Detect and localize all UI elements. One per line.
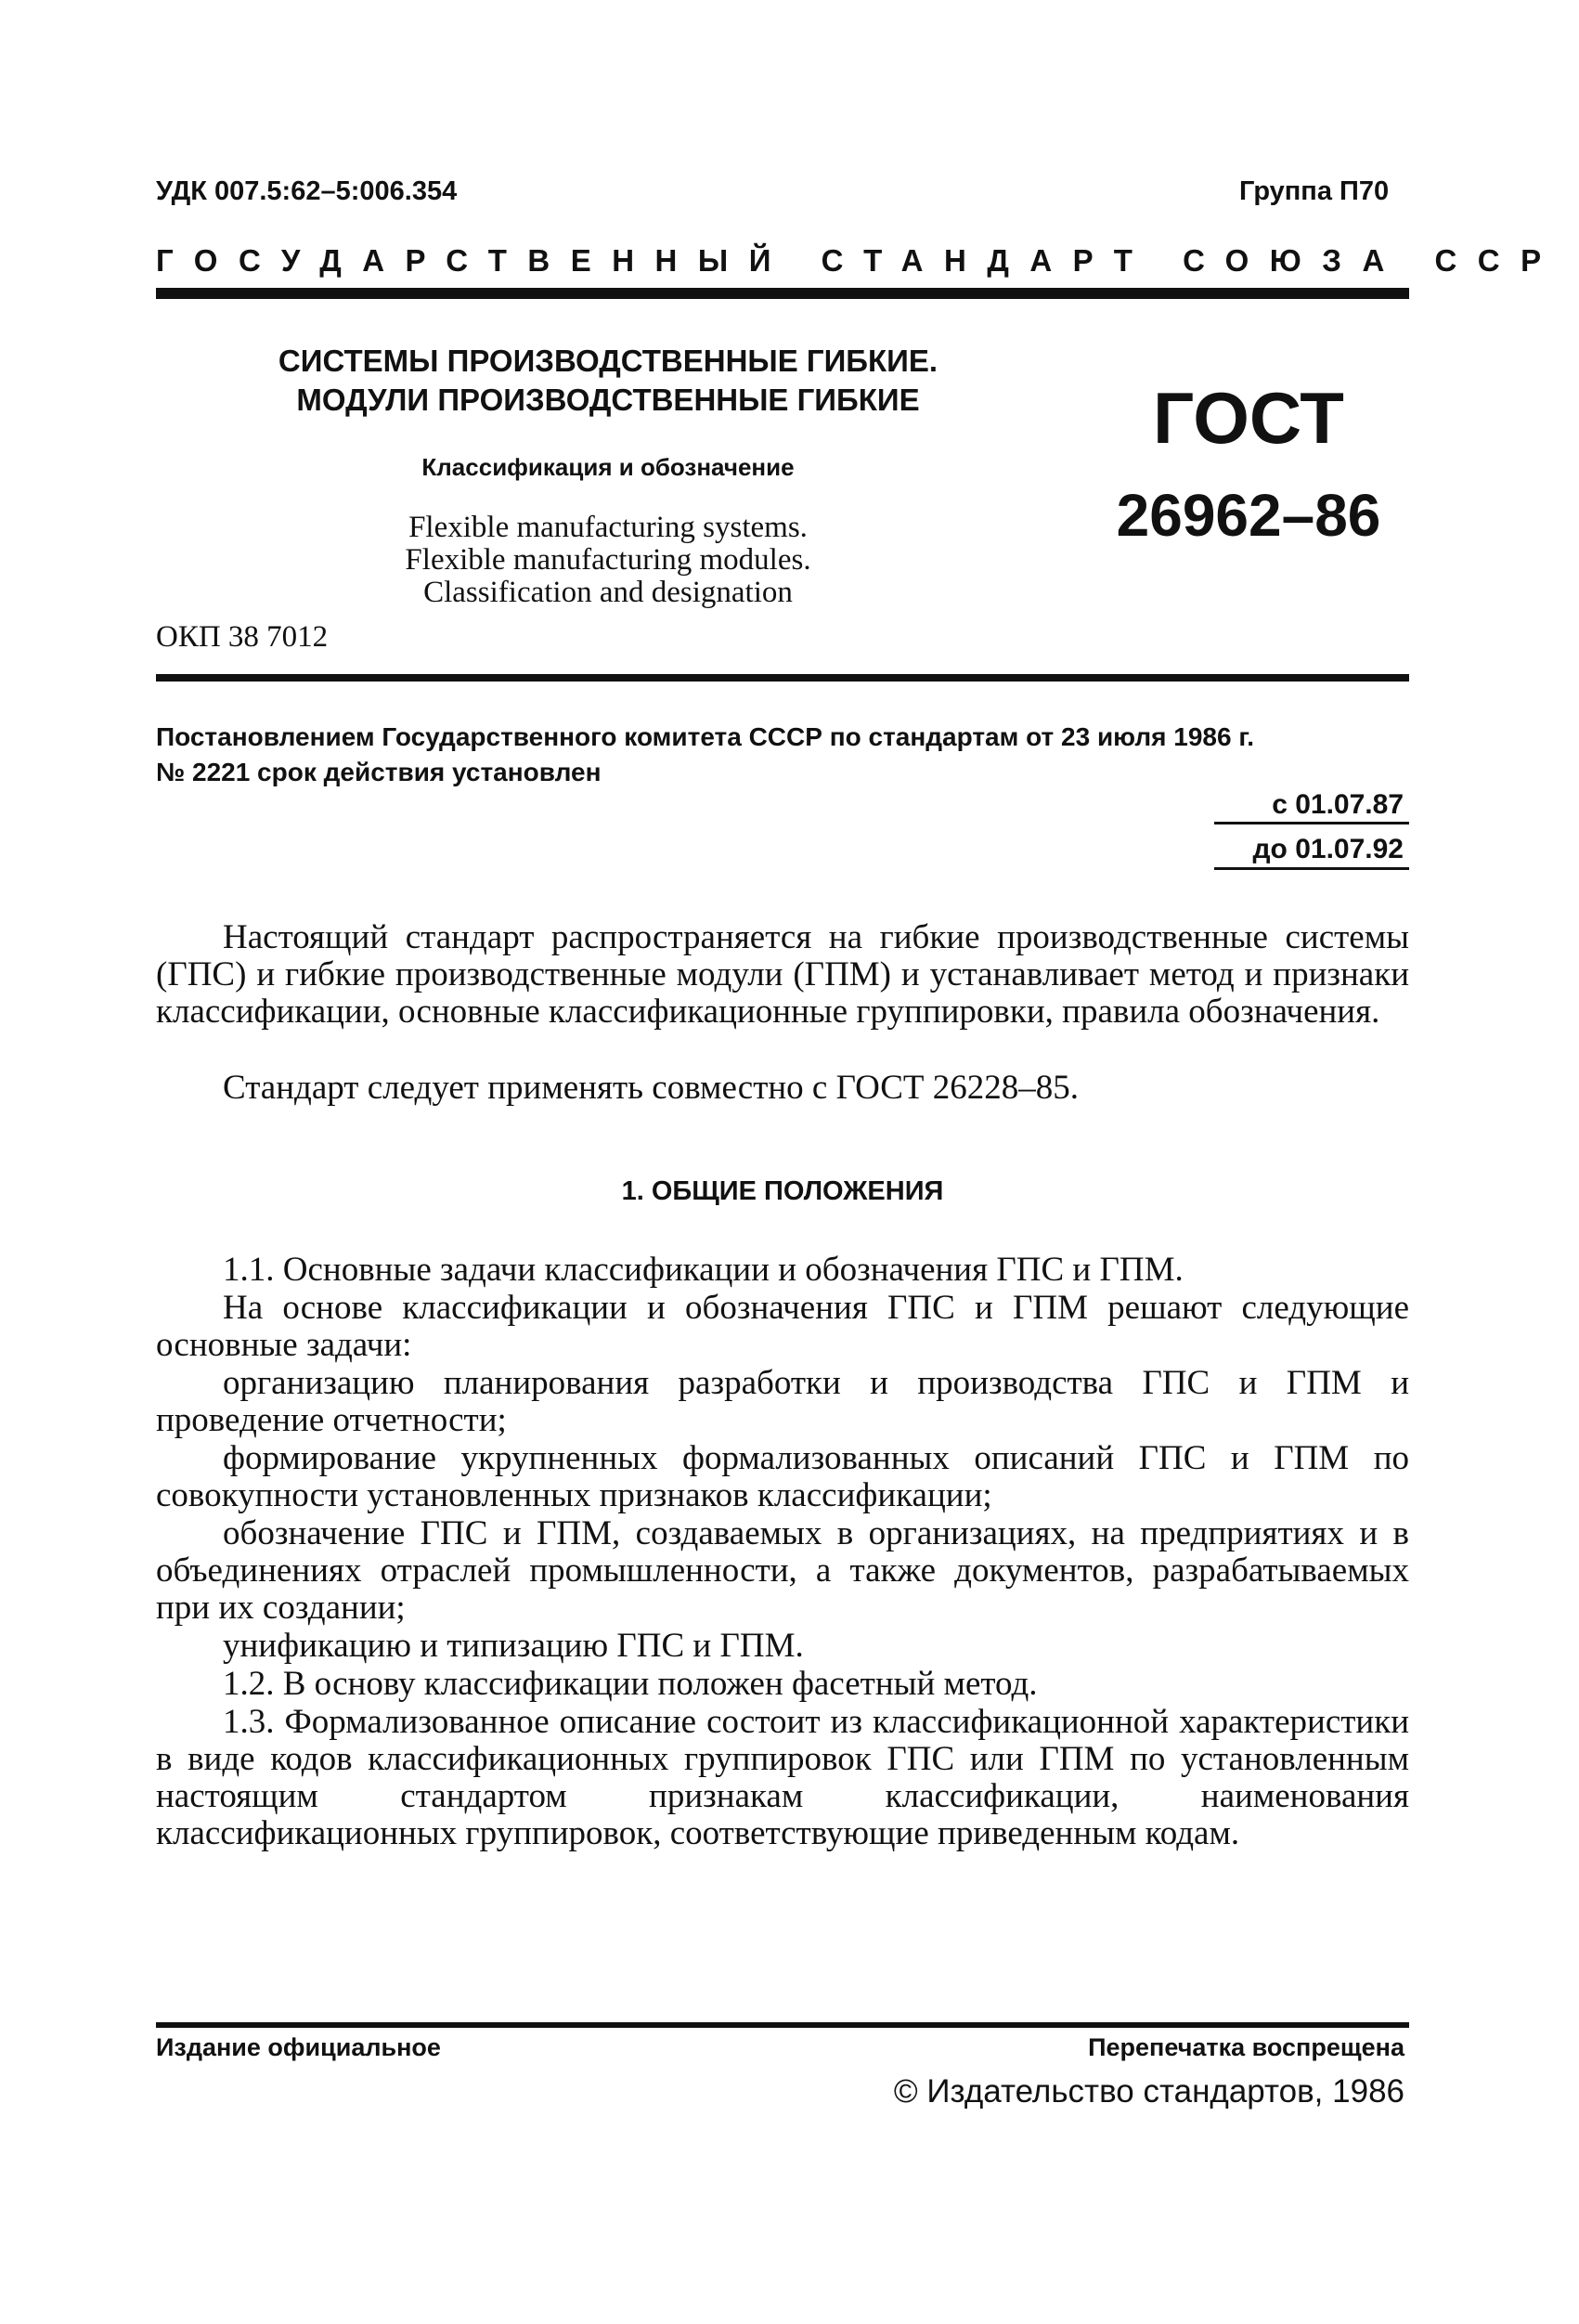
list-item: организацию планирования разработки и производства ГПС и ГПМ и проведение отчетности; xyxy=(156,1364,1409,1439)
section-body xyxy=(156,1252,1409,1853)
publisher-copyright: © Издательство стандартов, 1986 xyxy=(893,2073,1404,2110)
decree-line-2: № 2221 срок действия установлен xyxy=(156,758,602,786)
state-standard-banner: ГОСУДАРСТВЕННЫЙ СТАНДАРТ СОЮЗА ССР xyxy=(156,243,1562,278)
udk-code: УДК 007.5:62–5:006.354 xyxy=(156,176,458,206)
decree-line-1: Постановлением Государственного комитета СССР по стандартам от 23 июля 1986 г. xyxy=(156,722,1254,751)
title-rule xyxy=(156,674,1409,682)
validity-date-from: с 01.07.87 xyxy=(1272,789,1404,820)
footer-rule xyxy=(156,2022,1409,2028)
title-line-2: МОДУЛИ ПРОИЗВОДСТВЕННЫЕ ГИБКИЕ xyxy=(296,383,920,417)
title-english-3: Classification and designation xyxy=(423,576,793,609)
clause-1-3: 1.3. Формализованное описание состоит из классификационной характеристики в виде кодов классификационных группировок ГПС или ГПМ по установленным настоящим стандартом признакам классификации, наименования классификационных группировок, соответствующие приведенным кодам. xyxy=(156,1703,1409,1852)
intro-paragraph-related: Стандарт следует применять совместно с ГОСТ 26228–85. xyxy=(223,1069,1080,1107)
official-edition-note: Издание официальное xyxy=(156,2033,441,2061)
list-item: формирование укрупненных формализованных описаний ГПС и ГПМ по совокупности установленных признаков классификации; xyxy=(156,1439,1409,1514)
list-item: обозначение ГПС и ГПМ, создаваемых в организациях, на предприятиях и в объединениях отраслей промышленности, а также документов, разрабатываемых при их создании; xyxy=(156,1514,1409,1627)
intro-paragraph-scope: Настоящий стандарт распространяется на гибкие производственные системы (ГПС) и гибкие производственные модули (ГПМ) и устанавливает метод и признаки классификации, основные классификационные группировки, правила обозначения. xyxy=(156,918,1409,1031)
clause-1-1: 1.1. Основные задачи классификации и обозначения ГПС и ГПМ. xyxy=(223,1251,1184,1289)
date-underline xyxy=(1214,867,1409,870)
okp-code: ОКП 38 7012 xyxy=(156,620,329,654)
group-code: Группа П70 xyxy=(1239,176,1390,206)
clause-1-2: 1.2. В основу классификации положен фасетный метод. xyxy=(223,1665,1038,1703)
header-rule xyxy=(156,288,1409,299)
body-paragraph: На основе классификации и обозначения ГПС и ГПМ решают следующие основные задачи: xyxy=(156,1289,1409,1364)
gost-label: ГОСТ xyxy=(1153,377,1344,459)
reprint-prohibited-note: Перепечатка воспрещена xyxy=(1088,2033,1404,2061)
section-heading: 1. ОБЩИЕ ПОЛОЖЕНИЯ xyxy=(621,1176,944,1206)
title-line-1: СИСТЕМЫ ПРОИЗВОДСТВЕННЫЕ ГИБКИЕ. xyxy=(278,344,938,378)
subtitle-russian: Классификация и обозначение xyxy=(421,453,795,481)
title-english-2: Flexible manufacturing modules. xyxy=(405,543,811,577)
list-item: унификацию и типизацию ГПС и ГПМ. xyxy=(223,1627,804,1665)
gost-number: 26962–86 xyxy=(1116,482,1381,549)
date-underline xyxy=(1214,822,1409,824)
validity-date-to: до 01.07.92 xyxy=(1252,834,1404,864)
title-english-1: Flexible manufacturing systems. xyxy=(408,511,808,544)
